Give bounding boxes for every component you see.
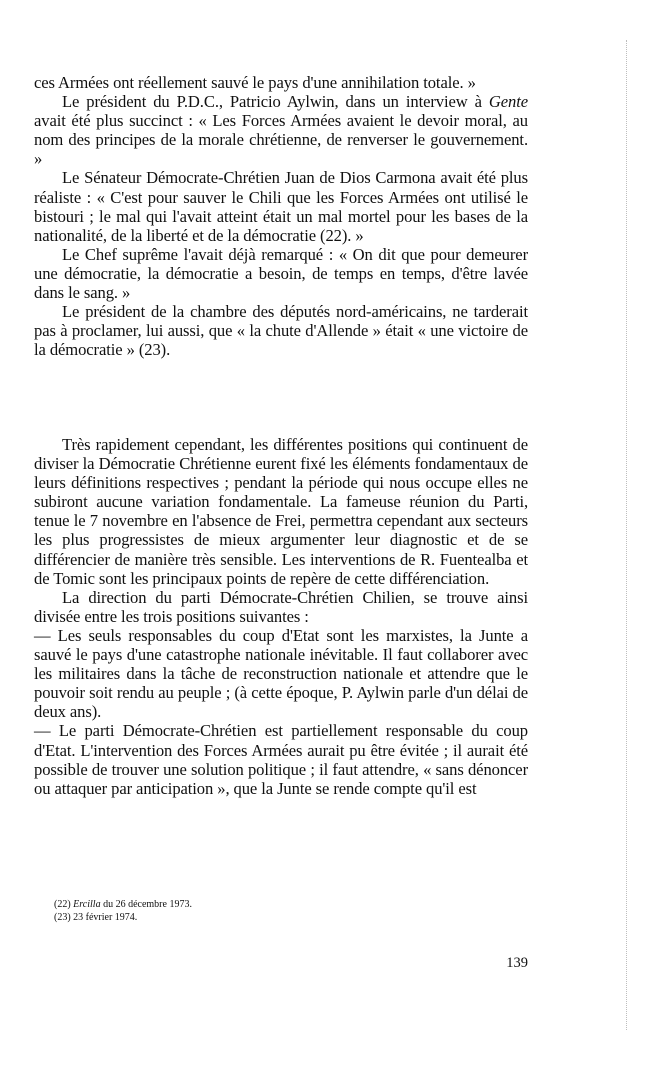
position-item-2: — Le parti Démocrate-Chrétien est partiellement responsable du coup d'Etat. L'intervention des Forces Armées aurait pu être évitée ; il aurait été possible de trouver une solution politique ; il faut attendre, « sans dénoncer ou attaquer par anticipation », que la Junte se rende compte qu'il est [34,721,528,798]
paragraph-president-chambre: Le président de la chambre des députés nord-américains, ne tarderait pas à proclamer, lui aussi, que « la chute d'Allende » était « une victoire de la démocratie » (23). [34,302,528,360]
paragraph-positions: Très rapidement cependant, les différentes positions qui continuent de diviser la Démocratie Chrétienne eurent fixé les éléments fondamentaux de leurs définitions respectives ; pendant la période qui nous occupe elles ne subiront aucune variation fondamentale. La fameuse réunion du Parti, tenue le 7 novembre en l'absence de Frei, permettra cependant aux secteurs les plus progressistes de mieux argumenter leur diagnostic et de se différencier de manière très sensible. Les interventions de R. Fuentealba et de Tomic sont les principaux points de repère de cette différenciation. [34,435,528,588]
page-number: 139 [506,955,528,971]
paragraph-aylwin [34,92,528,168]
paragraph-aylwin-start: Le président du P.D.C., Patricio Aylwin, dans un interview à [62,92,489,112]
text-block-top [34,73,528,359]
text-block-main [34,435,528,798]
margin-dotted-edge [626,40,628,1030]
paragraph-aylwin-end: avait été plus succinct : « Les Forces Armées avaient le devoir moral, au nom des principes de la morale chrétienne, de renverser le gouvernement. » [34,111,528,169]
footnote-22-source: Ercilla [73,899,101,910]
position-item-1: — Les seuls responsables du coup d'Etat sont les marxistes, la Junte a sauvé le pays d'une catastrophe nationale inévitable. Il faut collaborer avec les militaires dans la tâche de reconstruction nationale et attendre que le pouvoir soit rendu au peuple ; (à cette époque, P. Aylwin parle d'un délai de deux ans). [34,625,528,722]
footnote-22-date: du 26 décembre 1973. [100,899,192,910]
paragraph-carmona: Le Sénateur Démocrate-Chrétien Juan de Dios Carmona avait été plus réaliste : « C'est pour sauver le Chili que les Forces Armées ont utilisé le bistouri ; le mal qui l'avait atteint était un mal mortel pour les bases de la nationalité, de la liberté et de la démocratie (22). » [34,168,528,245]
paragraph-continuation: ces Armées ont réellement sauvé le pays d'une annihilation totale. » [34,73,476,92]
paragraph-direction: La direction du parti Démocrate-Chrétien Chilien, se trouve ainsi divisée entre les trois positions suivantes : [34,587,528,626]
paragraph-chef-supreme: Le Chef suprême l'avait déjà remarqué : « On dit que pour demeurer une démocratie, la démocratie a besoin, de temps en temps, d'être lavée dans le sang. » [34,244,528,303]
footnote-22 [54,898,454,911]
footnote-22-number: (22) [54,899,74,910]
footnote-23: (23) 23 février 1974. [54,912,138,923]
footnotes [54,898,454,924]
magazine-title-gente: Gente [488,92,528,112]
